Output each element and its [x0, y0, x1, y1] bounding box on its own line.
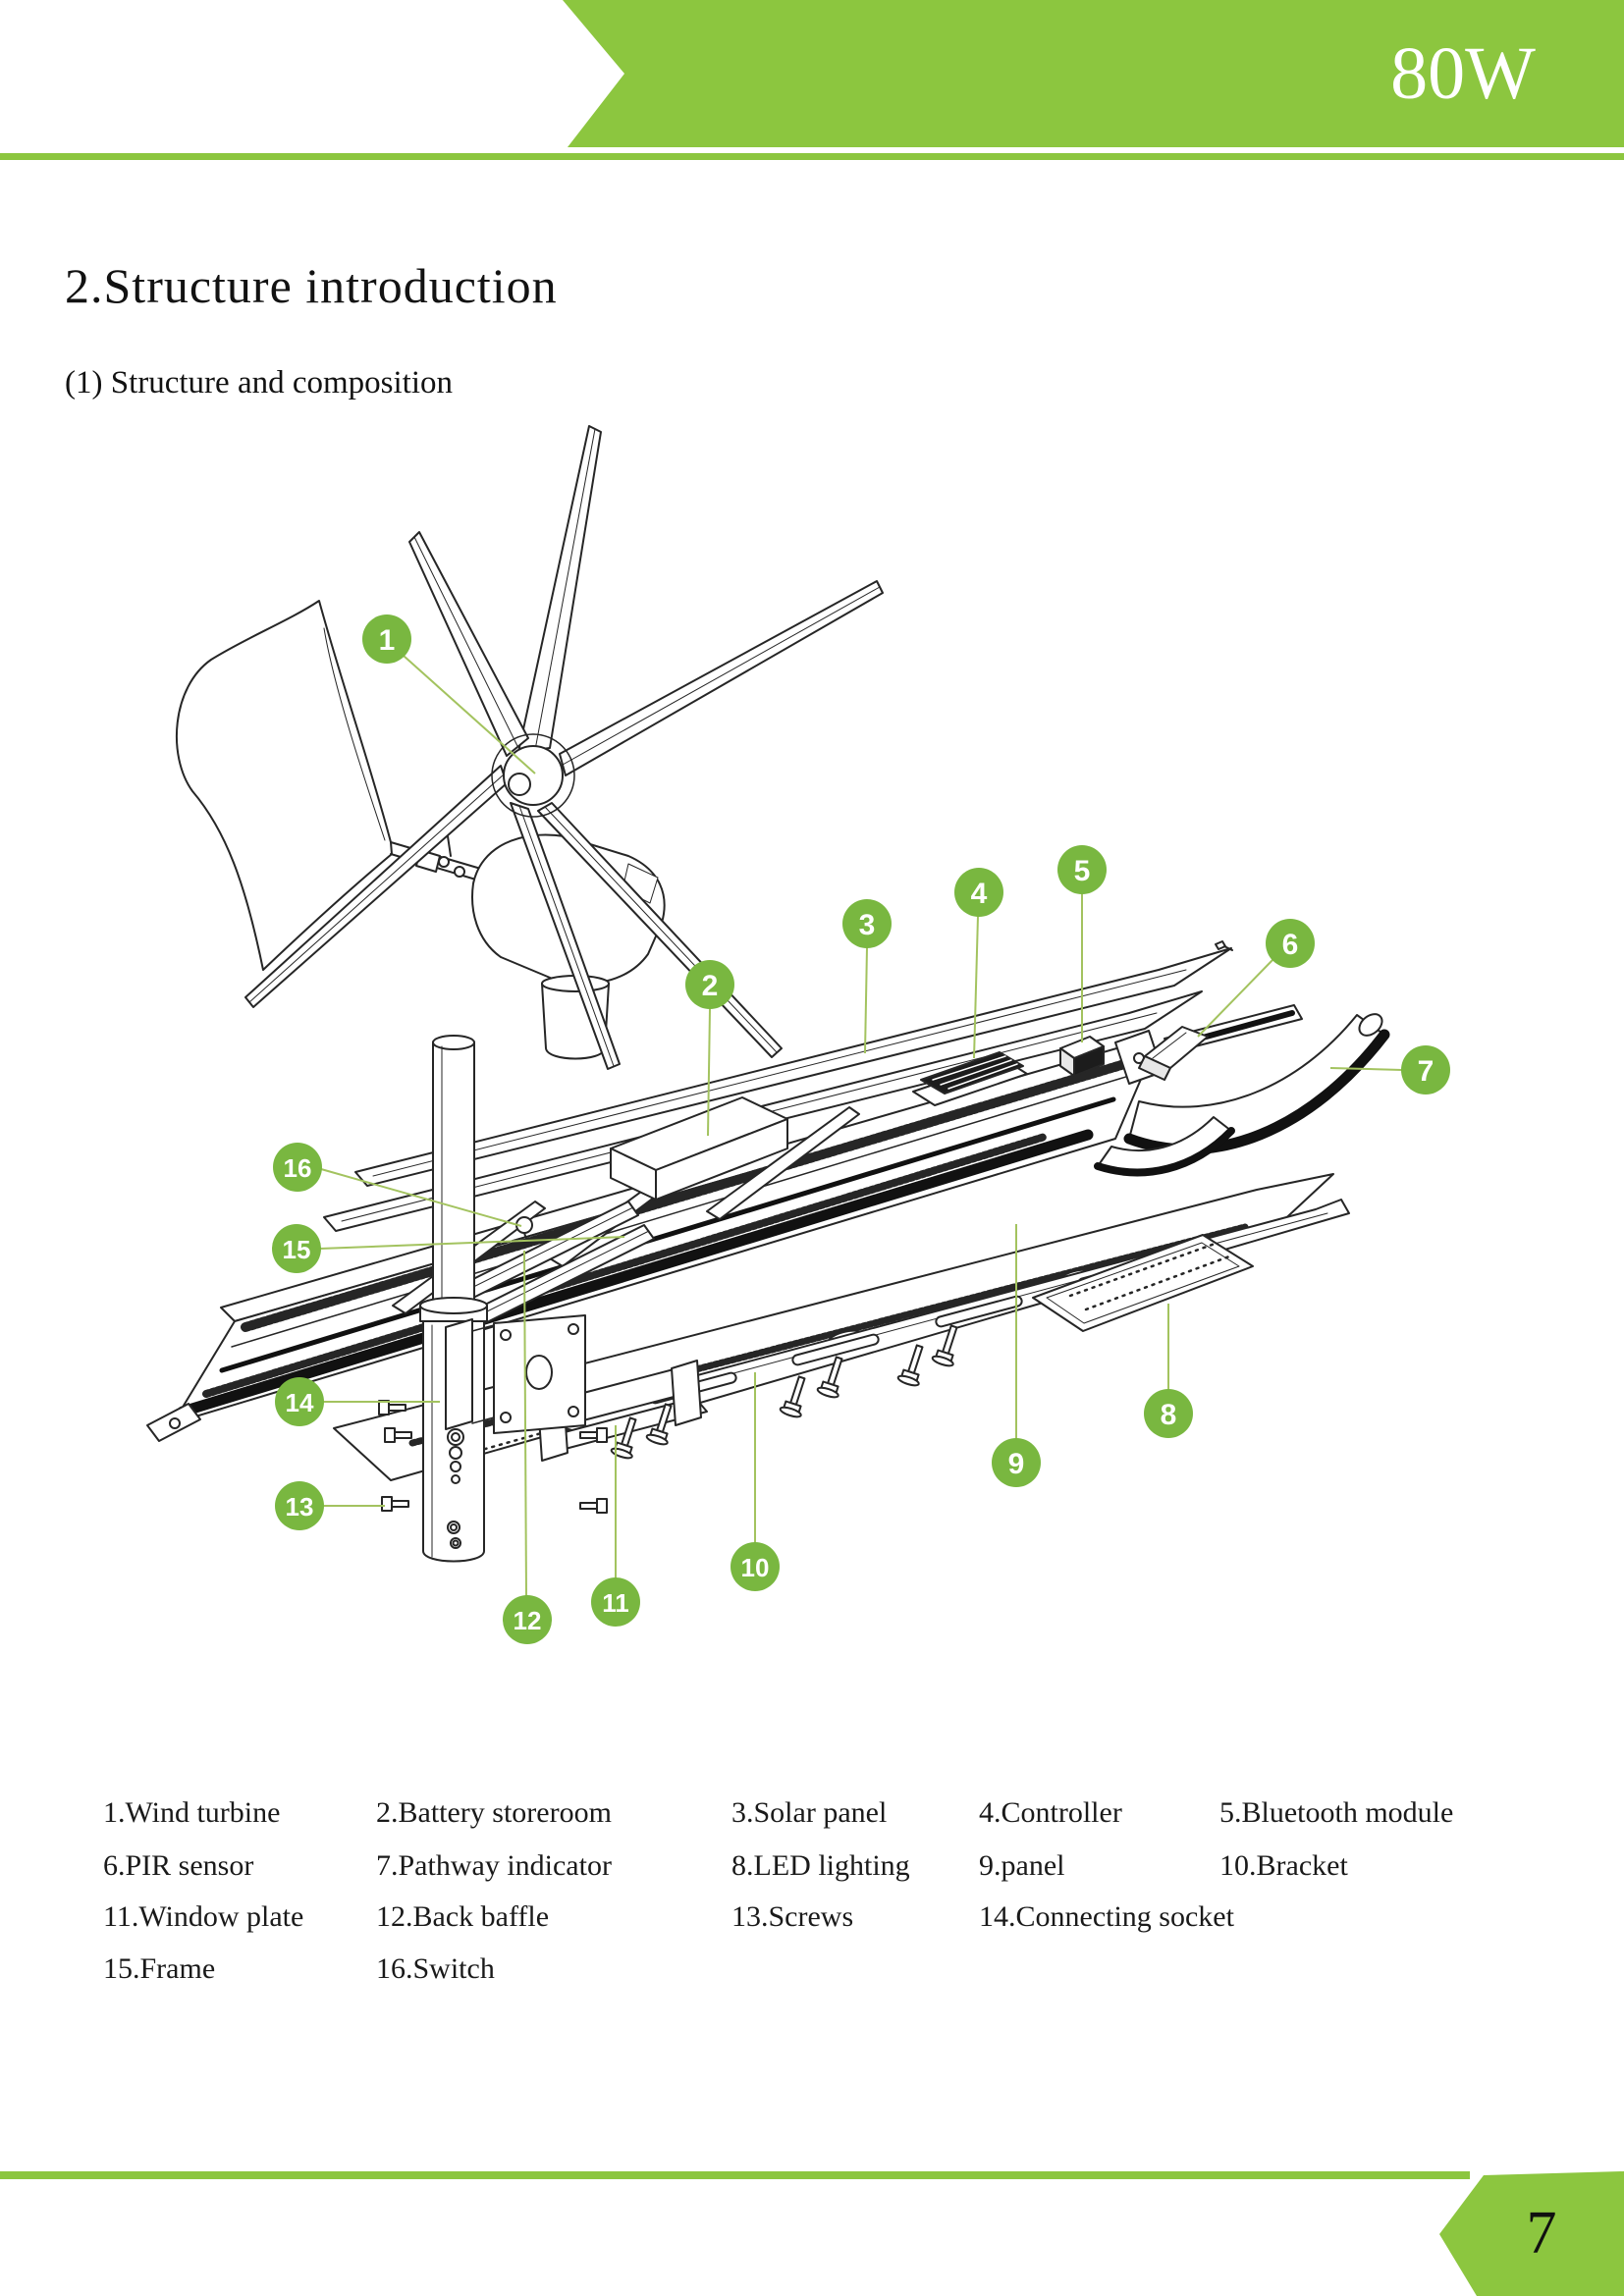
callout-2-label: 2 [701, 970, 719, 1002]
legend-item-5: 5.Bluetooth module [1219, 1796, 1454, 1829]
legend-item-14: 14.Connecting socket [979, 1900, 1234, 1933]
callout-11-window-plate [591, 1577, 640, 1627]
legend-item-7: 7.Pathway indicator [376, 1849, 612, 1882]
callout-15-label: 15 [282, 1235, 311, 1264]
subsection-title: (1) Structure and composition [65, 365, 454, 400]
callout-14-label: 14 [285, 1388, 314, 1417]
legend-item-9: 9.panel [979, 1849, 1065, 1882]
callout-13-screws [275, 1481, 324, 1530]
legend-item-8: 8.LED lighting [731, 1849, 910, 1882]
callout-3-label: 3 [858, 909, 876, 941]
callout-12-back-baffle [503, 1595, 552, 1644]
callout-6-pir-sensor [1266, 919, 1315, 968]
legend-item-12: 12.Back baffle [376, 1900, 550, 1933]
callout-15-frame [272, 1224, 321, 1273]
callout-1-label: 1 [378, 624, 396, 657]
page-number: 7 [1526, 2200, 1557, 2267]
footer-decoration [0, 2171, 1624, 2296]
callout-6-label: 6 [1281, 929, 1299, 961]
callout-3-solar-panel [842, 899, 892, 948]
callout-2-battery-storeroom [685, 960, 734, 1009]
legend-item-3: 3.Solar panel [731, 1796, 888, 1829]
legend-item-6: 6.PIR sensor [103, 1849, 254, 1882]
legend-item-15: 15.Frame [103, 1952, 216, 1985]
callout-16-switch [273, 1143, 322, 1192]
callout-4-label: 4 [970, 878, 988, 910]
callout-5-label: 5 [1073, 855, 1091, 887]
wind-turbine-drawing [177, 426, 883, 1069]
callout-9-panel [992, 1438, 1041, 1487]
callout-11-label: 11 [602, 1588, 629, 1618]
header-wattage-label: 80W [1390, 32, 1536, 115]
section-title: 2.Structure introduction [65, 258, 558, 313]
callout-4-controller [954, 868, 1003, 917]
legend-item-10: 10.Bracket [1219, 1849, 1348, 1882]
legend-item-13: 13.Screws [731, 1900, 854, 1933]
callout-8-led-lighting [1144, 1389, 1193, 1438]
legend-item-16: 16.Switch [376, 1952, 495, 1985]
callout-13-label: 13 [285, 1492, 314, 1522]
legend-item-2: 2.Battery storeroom [376, 1796, 612, 1829]
callout-5-bluetooth-module [1057, 845, 1107, 894]
callout-10-label: 10 [740, 1553, 770, 1582]
callout-1-wind-turbine [362, 614, 411, 664]
legend-item-1: 1.Wind turbine [103, 1796, 281, 1829]
callout-7-pathway-indicator [1401, 1045, 1450, 1095]
callout-16-label: 16 [283, 1153, 312, 1183]
callout-9-label: 9 [1007, 1448, 1025, 1480]
legend-item-4: 4.Controller [979, 1796, 1122, 1829]
callout-10-bracket [731, 1542, 780, 1591]
callout-12-label: 12 [513, 1606, 542, 1635]
legend-item-11: 11.Window plate [103, 1900, 304, 1933]
callout-7-label: 7 [1417, 1055, 1435, 1088]
exploded-diagram [147, 426, 1386, 1562]
callout-8-label: 8 [1160, 1399, 1177, 1431]
callout-14-connecting-socket [275, 1377, 324, 1426]
